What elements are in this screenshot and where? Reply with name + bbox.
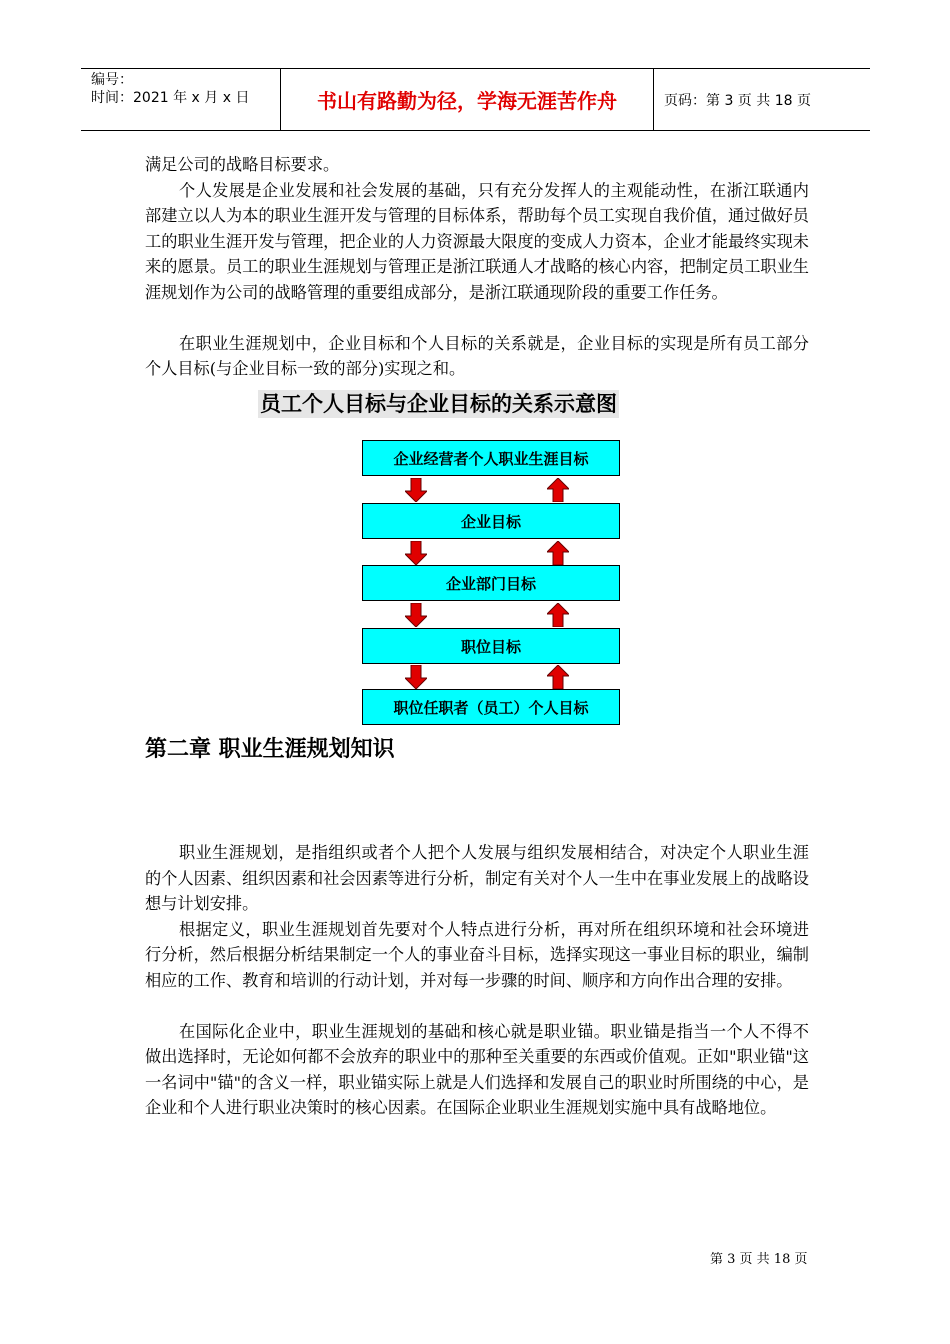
down-arrow-icon: [405, 541, 427, 565]
time-label: 时间：2021 年 x 月 x 日: [91, 90, 250, 106]
goal-box-position: 职位目标: [362, 628, 620, 664]
number-label: 编号：: [91, 72, 133, 88]
up-arrow-icon: [547, 665, 569, 689]
header-motto: 书山有路勤为径，学海无涯苦作舟: [281, 69, 654, 130]
down-arrow-icon: [405, 478, 427, 502]
up-arrow-icon: [547, 603, 569, 627]
page-header: [81, 68, 870, 131]
header-page-label: 页码：第 3 页 共 18 页: [664, 92, 811, 109]
paragraph: 个人发展是企业发展和社会发展的基础，只有充分发挥人的主观能动性，在浙江联通内部建立以人为本的职业生涯开发与管理的目标体系，帮助每个员工实现自我价值，通过做好员工的职业生涯开发与管理，把企业的人力资源最大限度的变成人力资本，企业才能最终实现未来的愿景。员工的职业生涯规划与管理正是浙江联通人才战略的核心内容，把制定员工职业生涯规划作为公司的战略管理的重要组成部分，是浙江联通现阶段的重要工作任务。: [145, 180, 809, 302]
goal-box-enterprise: 企业目标: [362, 503, 620, 539]
paragraph: 根据定义，职业生涯规划首先要对个人特点进行分析，再对所在组织环境和社会环境进行分析，然后根据分析结果制定一个人的事业奋斗目标，选择实现这一事业目标的职业，编制相应的工作、教育和培训的行动计划，并对每一步骤的时间、顺序和方向作出合理的安排。: [145, 919, 809, 990]
goal-box-department: 企业部门目标: [362, 565, 620, 601]
down-arrow-icon: [405, 665, 427, 689]
diagram-title: 员工个人目标与企业目标的关系示意图: [260, 392, 617, 416]
page-footer: 第 3 页 共 18 页: [710, 1252, 808, 1267]
goal-box-executive: 企业经营者个人职业生涯目标: [362, 440, 620, 476]
paragraph: 在国际化企业中，职业生涯规划的基础和核心就是职业锚。职业锚是指当一个人不得不做出选择时，无论如何都不会放弃的职业中的那种至关重要的东西或价值观。正如"职业锚"这一名词中"锚"的含义一样，职业锚实际上就是人们选择和发展自己的职业时所围绕的中心，是企业和个人进行职业决策时的核心因素。在国际企业职业生涯规划实施中具有战略地位。: [145, 1021, 809, 1117]
paragraph: 职业生涯规划，是指组织或者个人把个人发展与组织发展相结合，对决定个人职业生涯的个人因素、组织因素和社会因素等进行分析，制定有关对个人一生中在事业发展上的战略设想与计划安排。: [145, 843, 809, 913]
chapter-title: 第二章 职业生涯规划知识: [145, 737, 395, 762]
paragraph: 满足公司的战略目标要求。: [145, 155, 340, 174]
up-arrow-icon: [547, 478, 569, 502]
goal-box-employee: 职位任职者（员工）个人目标: [362, 689, 620, 725]
paragraph: 在职业生涯规划中，企业目标和个人目标的关系就是，企业目标的实现是所有员工部分个人目标(与企业目标一致的部分)实现之和。: [145, 333, 809, 378]
down-arrow-icon: [405, 603, 427, 627]
header-meta: [81, 69, 281, 130]
up-arrow-icon: [547, 541, 569, 565]
